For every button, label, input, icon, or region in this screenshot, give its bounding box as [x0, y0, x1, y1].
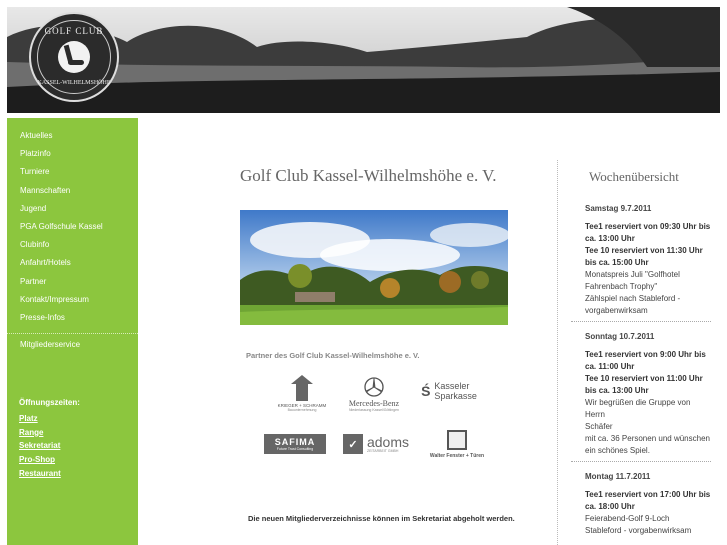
event-line: Zählspiel nach Stableford - — [585, 294, 681, 303]
main-nav — [7, 118, 138, 327]
adoms-name: adoms — [366, 434, 410, 450]
members-directory-notice: Die neuen Mitgliederverzeichnisse können im Sekretariat abgeholt werden. — [248, 514, 515, 523]
nav-item-kontakt[interactable]: Kontakt/Impressum — [20, 294, 89, 304]
partner-logo-kasseler-sparkasse[interactable] — [416, 376, 482, 406]
hours-link-range[interactable]: Range — [19, 427, 44, 437]
column-divider — [557, 160, 558, 545]
event-line: Tee1 reserviert von 09:30 Uhr bis — [585, 222, 711, 231]
event-line: Tee 10 reserviert von 11:00 Uhr — [585, 374, 703, 383]
nav-item-clubinfo[interactable]: Clubinfo — [20, 240, 50, 250]
adoms-icon: ✓ — [343, 434, 363, 454]
safima-sub: Future Trust Consulting — [276, 446, 314, 451]
week-overview-heading: Wochenübersicht — [589, 169, 679, 184]
safima-name: SAFIMA — [274, 436, 316, 447]
partner-logo-krieger-schramm[interactable] — [272, 372, 332, 414]
event-line: vorgabenwirksam — [585, 306, 648, 315]
page-title: Golf Club Kassel-Wilhelmshöhe e. V. — [240, 166, 497, 185]
event-line: Monatspreis Juli "Golfhotel — [585, 270, 680, 279]
hours-link-sekretariat[interactable]: Sekretariat — [19, 441, 61, 451]
club-logo[interactable] — [29, 12, 119, 102]
day-date: Montag 11.7.2011 — [585, 472, 651, 481]
nav-divider — [7, 333, 138, 334]
event-line: ein schönes Spiel. — [585, 446, 650, 455]
event-line: bis ca. 13:00 Uhr — [585, 386, 649, 395]
event-line: Schäfer — [585, 422, 613, 431]
nav-item-jugend[interactable]: Jugend — [20, 203, 47, 213]
day-date: Sonntag 10.7.2011 — [585, 332, 655, 341]
nav-item-turniere[interactable]: Turniere — [20, 167, 50, 177]
sparkasse-s-icon: Ś — [421, 383, 431, 399]
nav-item-golfschule[interactable]: PGA Golfschule Kassel — [20, 221, 103, 231]
event-line: ca. 11:00 Uhr — [585, 362, 635, 371]
sparkasse-line2: Sparkasse — [434, 391, 477, 401]
partners-heading: Partner des Golf Club Kassel-Wilhelmshöhe e. V. — [246, 351, 420, 360]
event-line: Feierabend-Golf 9-Loch — [585, 514, 670, 523]
event-line: Wir begrüßen die Gruppe von Herrn — [585, 398, 691, 419]
event-line: Tee 10 reserviert von 11:30 Uhr — [585, 246, 703, 255]
event-line: bis ca. 15:00 Uhr — [585, 258, 649, 267]
partner-logo-adoms[interactable] — [340, 433, 412, 455]
hours-link-restaurant[interactable]: Restaurant — [19, 468, 61, 478]
event-line: Tee1 reserviert von 17:00 Uhr bis — [585, 490, 711, 499]
house-icon — [291, 375, 313, 401]
nav-item-presse[interactable]: Presse-Infos — [20, 312, 65, 322]
mercedes-star-icon — [364, 377, 384, 397]
nav-item-mannschaften[interactable]: Mannschaften — [20, 185, 71, 195]
hours-link-platz[interactable]: Platz — [19, 414, 38, 424]
sidebar — [7, 118, 138, 545]
event-line: Stableford - vorgabenwirksam — [585, 526, 692, 535]
nav-item-partner[interactable]: Partner — [20, 276, 47, 286]
nav-item-mitgliederservice[interactable]: Mitgliederservice — [20, 340, 81, 350]
nav-item-aktuelles[interactable]: Aktuelles — [20, 131, 53, 140]
sparkasse-line1: Kasseler — [434, 381, 470, 391]
day-entry — [571, 472, 711, 541]
partner-logo-safima[interactable] — [264, 434, 326, 454]
week-events — [571, 204, 711, 545]
logo-text-top: GOLF CLUB — [44, 26, 104, 36]
golf-course-photo — [240, 210, 508, 325]
day-date: Samstag 9.7.2011 — [585, 204, 652, 213]
day-entry — [571, 204, 711, 322]
event-line: ca. 18:00 Uhr — [585, 502, 635, 511]
event-line: mit ca. 36 Personen und wünschen — [585, 434, 710, 443]
mercedes-sub: Niederlassung Kassel/Göttingen — [348, 407, 399, 412]
opening-hours-heading: Öffnungszeiten: — [19, 398, 80, 408]
partner-logo-mercedes-benz[interactable] — [340, 372, 408, 416]
event-line: ca. 13:00 Uhr — [585, 234, 635, 243]
nav-item-anfahrt[interactable]: Anfahrt/Hotels — [20, 258, 71, 268]
partner-logo-walter[interactable] — [420, 427, 494, 461]
event-line: Fahrenbach Trophy" — [585, 282, 658, 291]
krieger-schramm-name: KRIEGER + SCHRAMM — [277, 402, 327, 408]
golf-ball-icon — [58, 41, 90, 73]
event-line: Tee1 reserviert von 9:00 Uhr bis — [585, 350, 706, 359]
window-frame-icon — [447, 430, 467, 450]
krieger-schramm-sub: Bauunternehmung — [287, 407, 317, 412]
walter-name: Walter Fenster + Türen — [429, 452, 485, 459]
day-entry — [571, 332, 711, 462]
opening-hours-list — [7, 412, 138, 481]
header-banner — [7, 7, 720, 113]
nav-item-platzinfo[interactable]: Platzinfo — [20, 149, 51, 159]
adoms-sub: ZEITARBEIT GMBH — [366, 449, 399, 453]
hours-link-pro-shop[interactable]: Pro-Shop — [19, 455, 55, 465]
logo-text-bottom: KASSEL-WILHELMSHÖHE — [37, 80, 111, 86]
mercedes-name: Mercedes-Benz — [348, 398, 400, 408]
